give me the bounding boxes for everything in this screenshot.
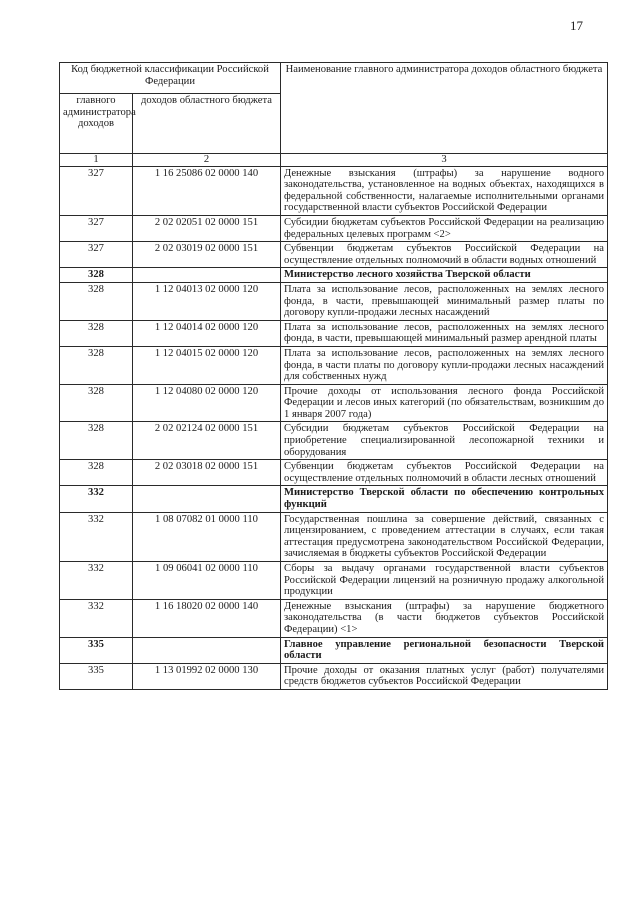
admin-code-cell: 335	[60, 637, 133, 663]
revenue-code-cell: 1 12 04015 02 0000 120	[133, 346, 281, 384]
table-row	[60, 166, 608, 215]
revenue-name-cell: Министерство Тверской области по обеспечению контрольных функций	[281, 486, 608, 512]
revenue-code-cell	[133, 268, 281, 283]
admin-code-cell: 328	[60, 282, 133, 320]
revenue-code-cell: 2 02 02124 02 0000 151	[133, 422, 281, 460]
ministry-row	[60, 637, 608, 663]
revenue-name-cell: Министерство лесного хозяйства Тверской области	[281, 268, 608, 283]
ministry-row	[60, 486, 608, 512]
ministry-row	[60, 268, 608, 283]
revenue-code-cell	[133, 486, 281, 512]
revenue-name-cell: Плата за использование лесов, расположенных на землях лесного фонда, в части, превышающей минимальный размер платы по договору купли-продажи лесных насаждений	[281, 282, 608, 320]
revenue-name-cell: Субвенции бюджетам субъектов Российской Федерации на осуществление отдельных полномочий в области лесных отношений	[281, 460, 608, 486]
table-body	[60, 166, 608, 689]
revenue-name-cell: Государственная пошлина за совершение действий, связанных с лицензированием, с проведением аттестации в случаях, если такая аттестация предусмотрена законодательством Российской Федерации, зачисляемая в бюджеты субъектов Российской Федерации	[281, 512, 608, 561]
header-budget-revenue: доходов областного бюджета	[133, 94, 281, 154]
table-row	[60, 422, 608, 460]
revenue-name-cell: Главное управление региональной безопасности Тверской области	[281, 637, 608, 663]
revenue-name-cell: Сборы за выдачу органами государственной власти субъектов Российской Федерации лицензий на розничную продажу алкогольной продукции	[281, 562, 608, 600]
admin-code-cell: 327	[60, 242, 133, 268]
revenue-name-cell: Денежные взыскания (штрафы) за нарушение бюджетного законодательства (в части бюджетов субъектов Российской Федерации) <1>	[281, 599, 608, 637]
table-row	[60, 599, 608, 637]
revenue-code-cell: 1 12 04013 02 0000 120	[133, 282, 281, 320]
revenue-code-cell: 2 02 02051 02 0000 151	[133, 215, 281, 241]
table-row	[60, 384, 608, 422]
revenue-name-cell: Прочие доходы от оказания платных услуг (работ) получателями средств бюджетов субъектов Российской Федерации	[281, 663, 608, 689]
admin-code-cell: 328	[60, 268, 133, 283]
revenue-code-cell: 1 13 01992 02 0000 130	[133, 663, 281, 689]
table-row	[60, 242, 608, 268]
budget-classification-table	[59, 62, 608, 690]
table-row	[60, 320, 608, 346]
admin-code-cell: 332	[60, 486, 133, 512]
admin-code-cell: 335	[60, 663, 133, 689]
header-column-number: 1	[60, 154, 133, 167]
table-row	[60, 562, 608, 600]
revenue-name-cell: Субсидии бюджетам субъектов Российской Федерации на реализацию федеральных целевых программ <2>	[281, 215, 608, 241]
revenue-code-cell: 1 09 06041 02 0000 110	[133, 562, 281, 600]
revenue-name-cell: Субвенции бюджетам субъектов Российской Федерации на осуществление отдельных полномочий в области водных отношений	[281, 242, 608, 268]
revenue-code-cell: 1 12 04080 02 0000 120	[133, 384, 281, 422]
admin-code-cell: 328	[60, 320, 133, 346]
revenue-code-cell: 2 02 03019 02 0000 151	[133, 242, 281, 268]
revenue-name-cell: Плата за использование лесов, расположенных на землях лесного фонда, в части, превышающей минимальный размер арендной платы	[281, 320, 608, 346]
admin-code-cell: 328	[60, 346, 133, 384]
header-admin-name: Наименование главного администратора доходов областного бюджета	[281, 63, 608, 154]
admin-code-cell: 327	[60, 215, 133, 241]
revenue-code-cell: 2 02 03018 02 0000 151	[133, 460, 281, 486]
table-row	[60, 663, 608, 689]
revenue-code-cell: 1 08 07082 01 0000 110	[133, 512, 281, 561]
table-row	[60, 460, 608, 486]
revenue-code-cell: 1 16 25086 02 0000 140	[133, 166, 281, 215]
header-classification-code: Код бюджетной классификации Российской Федерации	[60, 63, 281, 94]
admin-code-cell: 328	[60, 422, 133, 460]
admin-code-cell: 328	[60, 384, 133, 422]
admin-code-cell: 332	[60, 562, 133, 600]
table-row	[60, 346, 608, 384]
admin-code-cell: 332	[60, 599, 133, 637]
header-column-number: 3	[281, 154, 608, 167]
revenue-code-cell	[133, 637, 281, 663]
table-row	[60, 215, 608, 241]
revenue-code-cell: 1 16 18020 02 0000 140	[133, 599, 281, 637]
admin-code-cell: 327	[60, 166, 133, 215]
header-column-number: 2	[133, 154, 281, 167]
admin-code-cell: 328	[60, 460, 133, 486]
revenue-name-cell: Плата за использование лесов, расположенных на землях лесного фонда, в части платы по договору купли-продажи лесных насаждений для собственных нужд	[281, 346, 608, 384]
admin-code-cell: 332	[60, 512, 133, 561]
header-main-admin: главного администратора доходов	[60, 94, 133, 154]
page-number: 17	[570, 18, 583, 33]
table-row	[60, 512, 608, 561]
revenue-name-cell: Денежные взыскания (штрафы) за нарушение водного законодательства, установленное на водных объектах, находящихся в федеральной собственности, налагаемые исполнительными органами государственной власти субъектов Российской Федерации	[281, 166, 608, 215]
revenue-name-cell: Субсидии бюджетам субъектов Российской Федерации на приобретение специализированной лесопожарной техники и оборудования	[281, 422, 608, 460]
revenue-code-cell: 1 12 04014 02 0000 120	[133, 320, 281, 346]
revenue-name-cell: Прочие доходы от использования лесного фонда Российской Федерации и лесов иных категорий (по обязательствам, возникшим до 1 января 2007 года)	[281, 384, 608, 422]
table-row	[60, 282, 608, 320]
